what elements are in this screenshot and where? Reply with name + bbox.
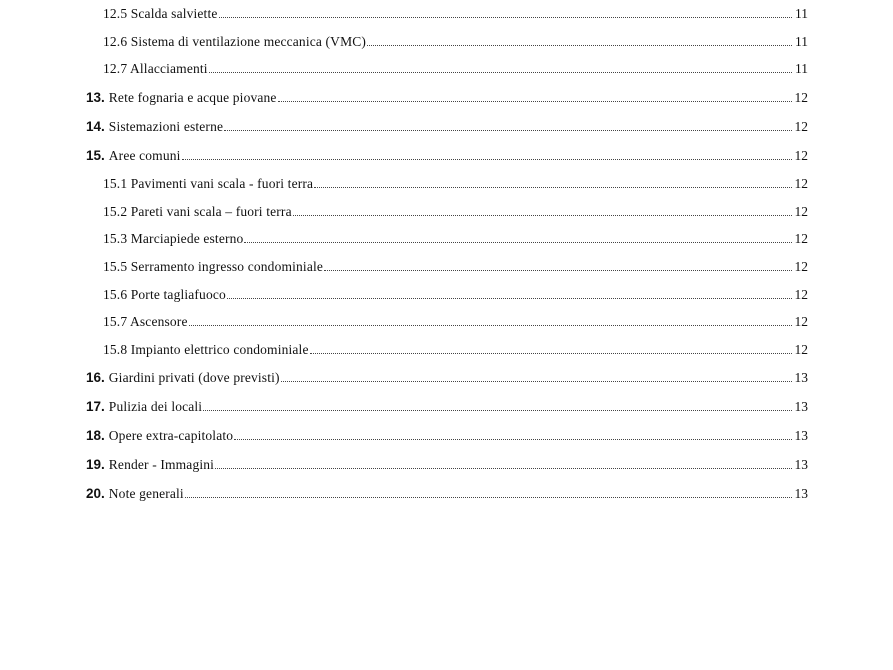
toc-entry-15-2[interactable] bbox=[103, 200, 808, 220]
toc-page-number: 12 bbox=[794, 90, 808, 105]
toc-section-number: 20. bbox=[86, 486, 105, 501]
toc-dot-leader bbox=[278, 100, 792, 102]
toc-entry-13[interactable] bbox=[86, 86, 808, 106]
toc-entry-title: 15.3 Marciapiede esterno bbox=[103, 231, 244, 246]
toc-entry-title: 15.2 Pareti vani scala – fuori terra bbox=[103, 204, 292, 219]
toc-dot-leader bbox=[219, 16, 793, 18]
toc-dot-leader bbox=[244, 241, 792, 243]
toc-entry-title: 15.5 Serramento ingresso condominiale bbox=[103, 259, 324, 274]
toc-entry-title: Giardini privati (dove previsti) bbox=[108, 370, 280, 385]
toc-dot-leader bbox=[224, 129, 792, 131]
toc-entry-15-8[interactable] bbox=[103, 338, 808, 358]
toc-entry-title: Rete fognaria e acque piovane bbox=[108, 90, 277, 105]
toc-dot-leader bbox=[293, 214, 792, 216]
toc-section-number: 15. bbox=[86, 148, 105, 163]
toc-dot-leader bbox=[281, 380, 792, 382]
toc-page-number: 12 bbox=[794, 176, 808, 191]
toc-entry-title: Aree comuni bbox=[108, 148, 181, 163]
toc-entry-14[interactable] bbox=[86, 115, 808, 135]
toc-entry-18[interactable] bbox=[86, 424, 808, 444]
toc-entry-title: 12.5 Scalda salviette bbox=[103, 6, 218, 21]
toc-entry-15-5[interactable] bbox=[103, 255, 808, 275]
toc-dot-leader bbox=[209, 71, 792, 73]
toc-entry-title: 12.7 Allacciamenti bbox=[103, 61, 208, 76]
toc-entry-20[interactable] bbox=[86, 482, 808, 502]
toc-dot-leader bbox=[182, 158, 792, 160]
toc-section-number: 13. bbox=[86, 90, 105, 105]
toc-page-number: 12 bbox=[794, 287, 808, 302]
toc-entry-title: Render - Immagini bbox=[108, 457, 215, 472]
toc-page-number: 12 bbox=[794, 342, 808, 357]
toc-section-number: 16. bbox=[86, 370, 105, 385]
toc-entry-12-7[interactable] bbox=[103, 57, 808, 77]
toc-entry-title: 15.7 Ascensore bbox=[103, 314, 188, 329]
toc-page-number: 11 bbox=[795, 6, 808, 21]
toc-dot-leader bbox=[310, 352, 792, 354]
toc-page-number: 13 bbox=[794, 486, 808, 501]
toc-page-number: 12 bbox=[794, 204, 808, 219]
toc-entry-title: Note generali bbox=[108, 486, 184, 501]
toc-dot-leader bbox=[203, 409, 792, 411]
toc-dot-leader bbox=[185, 496, 792, 498]
toc-section-number: 18. bbox=[86, 428, 105, 443]
toc-dot-leader bbox=[367, 44, 792, 46]
toc-dot-leader bbox=[314, 186, 792, 188]
toc-entry-title: Sistemazioni esterne bbox=[108, 119, 224, 134]
toc-page-number: 13 bbox=[794, 399, 808, 414]
toc-entry-12-5[interactable] bbox=[103, 2, 808, 22]
toc-dot-leader bbox=[234, 438, 792, 440]
toc-entry-12-6[interactable] bbox=[103, 30, 808, 50]
toc-page-number: 12 bbox=[794, 314, 808, 329]
toc-entry-title: 15.1 Pavimenti vani scala - fuori terra bbox=[103, 176, 314, 191]
toc-entry-15-6[interactable] bbox=[103, 283, 808, 303]
toc-page-number: 11 bbox=[795, 34, 808, 49]
toc-page-number: 12 bbox=[794, 259, 808, 274]
toc-entry-15-3[interactable] bbox=[103, 227, 808, 247]
toc-section-number: 19. bbox=[86, 457, 105, 472]
toc-dot-leader bbox=[227, 297, 792, 299]
toc-entry-15[interactable] bbox=[86, 144, 808, 164]
toc-page-number: 12 bbox=[794, 148, 808, 163]
toc-page-number: 12 bbox=[794, 231, 808, 246]
toc-entry-title: Pulizia dei locali bbox=[108, 399, 203, 414]
toc-page-number: 11 bbox=[795, 61, 808, 76]
toc-dot-leader bbox=[324, 269, 792, 271]
toc-dot-leader bbox=[189, 324, 792, 326]
toc-dot-leader bbox=[215, 467, 792, 469]
toc-entry-title: 15.8 Impianto elettrico condominiale bbox=[103, 342, 309, 357]
toc-entry-15-7[interactable] bbox=[103, 310, 808, 330]
toc-entry-title: 12.6 Sistema di ventilazione meccanica (VMC) bbox=[103, 34, 367, 49]
toc-entry-title: 15.6 Porte tagliafuoco bbox=[103, 287, 226, 302]
toc-entry-16[interactable] bbox=[86, 366, 808, 386]
toc-page-number: 13 bbox=[794, 370, 808, 385]
toc-page-number: 13 bbox=[794, 428, 808, 443]
toc-section-number: 17. bbox=[86, 399, 105, 414]
toc-entry-19[interactable] bbox=[86, 453, 808, 473]
toc-entry-17[interactable] bbox=[86, 395, 808, 415]
toc-entry-title: Opere extra-capitolato bbox=[108, 428, 234, 443]
toc-page-number: 13 bbox=[794, 457, 808, 472]
toc-section-number: 14. bbox=[86, 119, 105, 134]
toc-page-number: 12 bbox=[794, 119, 808, 134]
toc-entry-15-1[interactable] bbox=[103, 172, 808, 192]
